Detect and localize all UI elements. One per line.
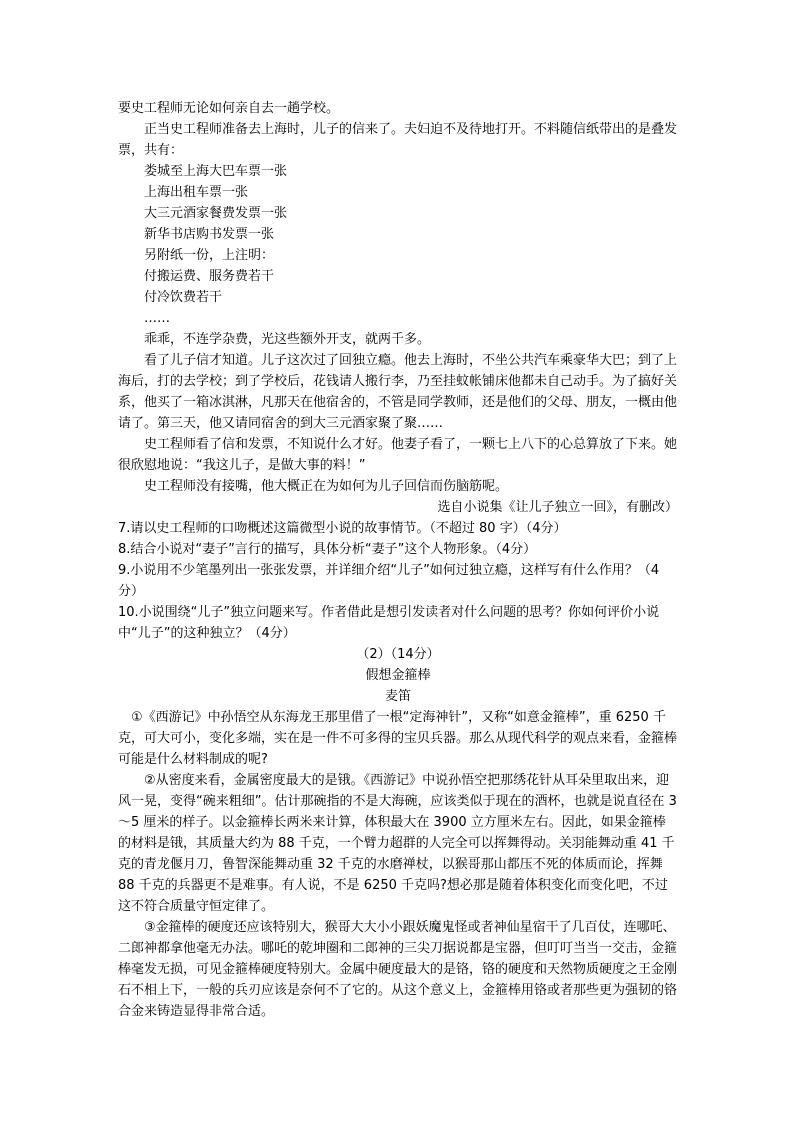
question-10: 10.小说围绕“儿子”独立问题来写。作者借此是想引发读者对什么问题的思考？你如何评价小说中“儿子”的这种独立？（4分） xyxy=(118,605,660,641)
invoice-list-item: 付搬运费、服务费若干 xyxy=(144,269,275,284)
story-paragraph-3: 史工程师看了信和发票，不知说什么才好。他妻子看了，一颗七上八下的心总算放了下来。她很欣慰地说：“我这儿子，是做大事的料！” xyxy=(118,437,678,473)
invoice-list-item: 乖乖，不连学杂费，光这些额外开支，就两千多。 xyxy=(144,332,431,347)
question-8: 8.结合小说对“妻子”言行的描写，具体分析“妻子”这个人物形象。（4分） xyxy=(118,542,537,557)
source-note: 选自小说集《让儿子独立一回》，有删改） xyxy=(437,500,678,515)
article-title: 假想金箍棒 xyxy=(365,668,431,683)
invoice-list-item: 上海出租车票一张 xyxy=(144,185,249,200)
question-7: 7.请以史工程师的口吻概述这篇微型小说的故事情节。（不超过 80 字）（4分） xyxy=(118,521,567,536)
invoice-list-item: …… xyxy=(144,311,170,326)
story-paragraph-1: 正当史工程师准备去上海时，儿子的信来了。夫妇迫不及待地打开。不料随信纸带出的是叠发票，共有： xyxy=(118,122,678,158)
question-9: 9.小说用不少笔墨列出一张张发票，并详细介绍“儿子”如何过独立瘾，这样写有什么作用？（4分） xyxy=(118,563,660,599)
invoice-list-item: 新华书店购书发票一张 xyxy=(144,227,275,242)
story-paragraph-0: 要史工程师无论如何亲自去一趟学校。 xyxy=(118,101,340,116)
article-author: 麦笛 xyxy=(384,689,411,704)
story-paragraph-4: 史工程师没有接嘴，他大概正在为如何为儿子回信而伤脑筋呢。 xyxy=(144,479,509,494)
invoice-list-item: 另附纸一份，上注明： xyxy=(144,248,275,263)
article-paragraph-2: ②从密度来看，金属密度最大的是锇。《西游记》中说孙悟空把那绣花针从耳朵里取出来，迎风一晃，变得“碗来粗细”。估计那碗指的不是大海碗，应该类似于现在的酒杯，也就是说直径在 3～5 厘米的样子。以金箍棒长两米来计算，体积最大在 3900 立方厘米左右。因此，如果金箍棒的材料是锇，其质量大约为 88 千克，一个臂力超群的人完全可以挥舞得动。关羽能舞动重 41 千克的青龙偃月刀，鲁智深能舞动重 32 千克的水磨禅杖，以猴哥那山都压不死的体质而论，挥舞 88 千克的兵器更不是难事。有人说，不是 6250 千克吗?想必那是随着体积变化而变化吧，不过这不符合质量守恒定律了。 xyxy=(118,773,677,914)
story-paragraph-2: 看了儿子信才知道。儿子这次过了回独立瘾。他去上海时，不坐公共汽车乘豪华大巴；到了上海后，打的去学校；到了学校后，花钱请人搬行李，乃至挂蚊帐铺床他都未自己动手。为了搞好关系，他买了一箱冰淇淋，凡那天在他宿舍的，不管是同学教师，还是他们的父母、朋友，一概由他请了。第三天，他又请同宿舍的到大三元酒家聚了聚…… xyxy=(118,353,678,431)
invoice-list-item: 大三元酒家餐费发票一张 xyxy=(144,206,288,221)
invoice-list-item: 付冷饮费若干 xyxy=(144,290,223,305)
article-paragraph-1: ①《西游记》中孙悟空从东海龙王那里借了一根“定海神针”，又称“如意金箍棒”，重 6250 千克，可大可小，变化多端，实在是一件不可多得的宝贝兵器。那么从现代科学的观点来看，金箍棒可能是什么材料制成的呢? xyxy=(118,710,678,767)
document-page xyxy=(118,98,678,1022)
invoice-list-item: 娄城至上海大巴车票一张 xyxy=(144,164,288,179)
article-paragraph-3: ③金箍棒的硬度还应该特别大，猴哥大大小小跟妖魔鬼怪或者神仙星宿干了几百仗，连哪吒、二郎神都拿他毫无办法。哪吒的乾坤圈和二郎神的三尖刀据说都是宝器，但叮叮当当一交击，金箍棒毫发无损，可见金箍棒硬度特别大。金属中硬度最大的是铬，铬的硬度和天然物质硬度之王金刚石不相上下，一般的兵刃应该是奈何不了它的。从这个意义上，金箍棒用铬或者那些更为强韧的铬合金来铸造显得非常合适。 xyxy=(118,920,678,1019)
section-label: （2）（14分） xyxy=(356,647,440,662)
